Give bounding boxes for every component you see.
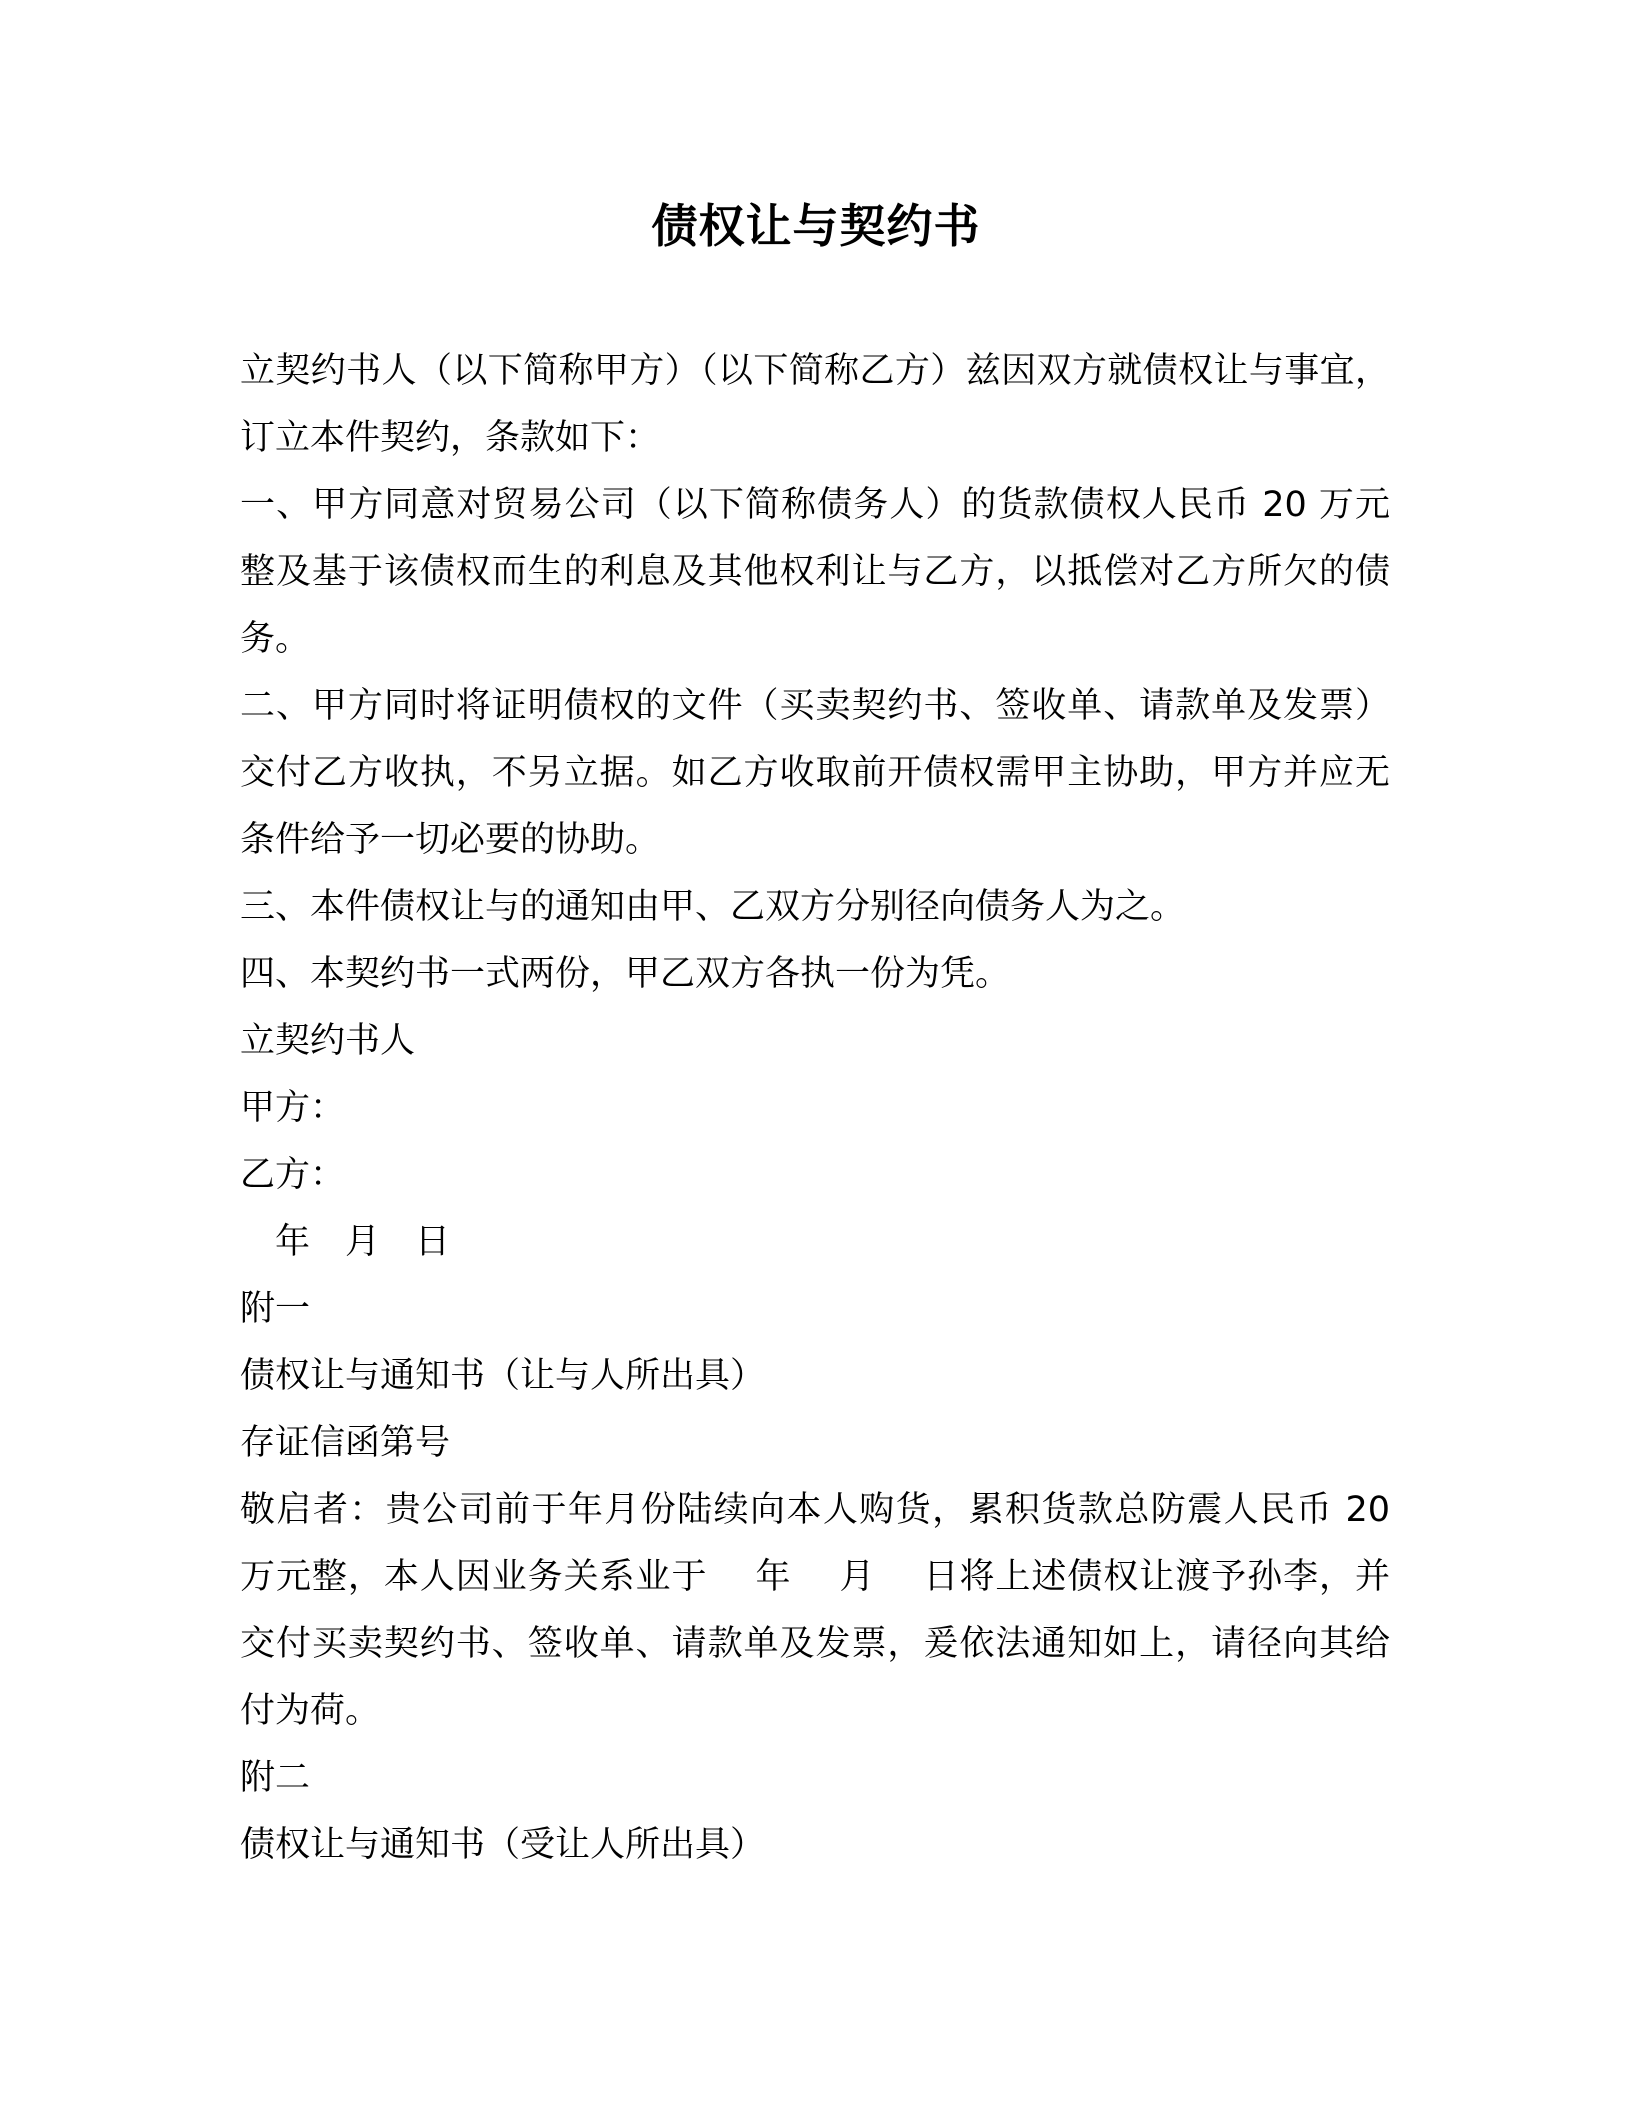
clause-one: 一、甲方同意对贸易公司（以下简称债务人）的货款债权人民币 20 万元整及基于该债权而生的利息及其他权利让与乙方，以抵偿对乙方所欠的债务。 — [240, 485, 1390, 659]
certified-letter-number: 存证信函第号 — [240, 1423, 451, 1463]
signatories-heading: 立契约书人 — [240, 1021, 416, 1061]
appendix-two-heading: 附二 — [240, 1758, 311, 1798]
date-line: 年 月 日 — [240, 1222, 451, 1262]
notice-body: 敬启者：贵公司前于年月份陆续向本人购货，累积货款总防震人民币 20 万元整，本人因业务关系业于 年 月 日将上述债权让渡予孙李，并交付买卖契约书、签收单、请款单及发票，爰依法通知如上，请径向其给付为荷。 — [240, 1490, 1402, 1731]
party-a-line: 甲方： — [240, 1088, 346, 1128]
appendix-two-title: 债权让与通知书（受让人所出具） — [240, 1825, 766, 1865]
document-title: 债权让与契约书 — [651, 199, 981, 253]
party-b-line: 乙方： — [240, 1155, 346, 1195]
document-body — [240, 338, 1402, 1879]
clause-two: 二、甲方同时将证明债权的文件（买卖契约书、签收单、请款单及发票）交付乙方收执，不另立据。如乙方收取前开债权需甲主协助，甲方并应无条件给予一切必要的协助。 — [240, 686, 1390, 860]
intro-paragraph: 立契约书人（以下简称甲方）（以下简称乙方）兹因双方就债权让与事宜，订立本件契约，条款如下： — [240, 351, 1390, 458]
clause-four: 四、本契约书一式两份，甲乙双方各执一份为凭。 — [240, 954, 1011, 994]
appendix-one-title: 债权让与通知书（让与人所出具） — [240, 1356, 766, 1396]
clause-three: 三、本件债权让与的通知由甲、乙双方分别径向债务人为之。 — [240, 887, 1186, 927]
appendix-one-heading: 附一 — [240, 1289, 311, 1329]
